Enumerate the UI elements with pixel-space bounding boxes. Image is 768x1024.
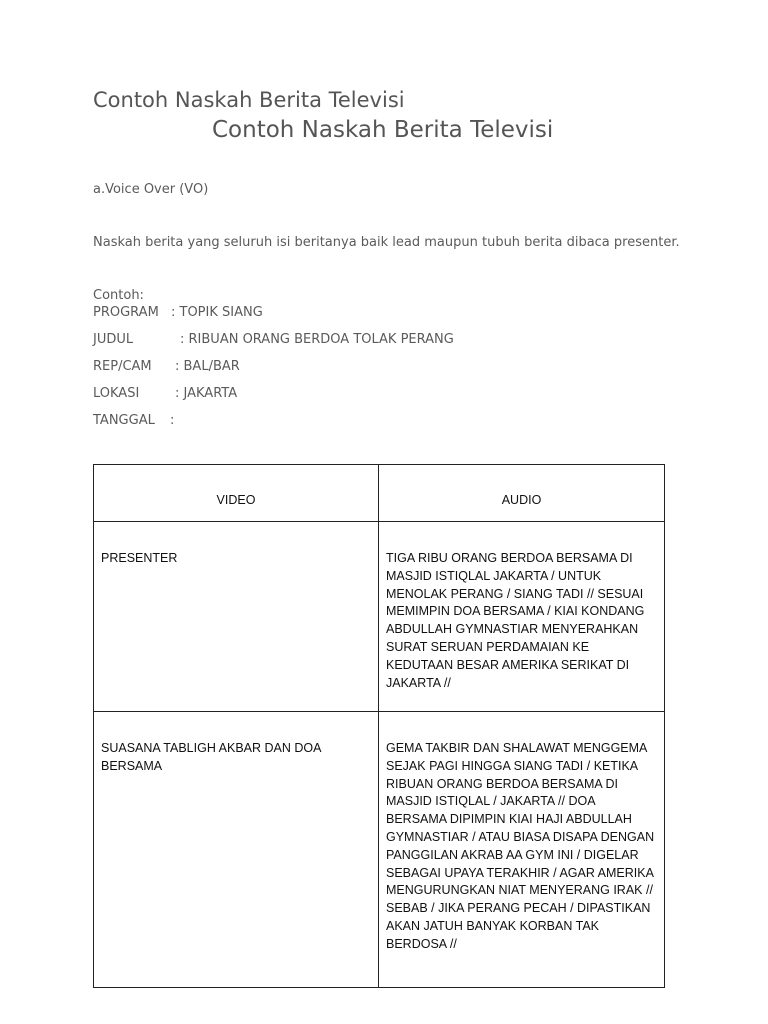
tanggal-label: TANGGAL: [93, 413, 155, 428]
program-value: : TOPIK SIANG: [171, 305, 263, 320]
audio-header: AUDIO: [501, 493, 542, 507]
table-row: [94, 712, 665, 988]
audio-header-cell: [379, 465, 665, 522]
section-heading: a.Voice Over (VO): [93, 182, 209, 197]
repcam-label: REP/CAM: [93, 359, 152, 374]
program-label: PROGRAM: [93, 305, 159, 320]
news-script-table: [93, 464, 665, 988]
table-row: [94, 522, 665, 712]
repcam-value: : BAL/BAR: [175, 359, 240, 374]
video-header-cell: [94, 465, 379, 522]
definition-text: Naskah berita yang seluruh isi beritanya baik lead maupun tubuh berita dibaca presenter.: [93, 235, 680, 250]
audio-cell: TIGA RIBU ORANG BERDOA BERSAMA DI MASJID ISTIQLAL JAKARTA / UNTUK MENOLAK PERANG / SIANG TADI // SESUAI MEMIMPIN DOA BERSAMA / KIAI KONDANG ABDULLAH GYMNASTIAR MENYERAHKAN SURAT SERUAN PERDAMAIAN KE KEDUTAAN BESAR AMERIKA SERIKAT DI JAKARTA //: [379, 522, 665, 712]
judul-label: JUDUL: [93, 332, 134, 347]
audio-cell: GEMA TAKBIR DAN SHALAWAT MENGGEMA SEJAK PAGI HINGGA SIANG TADI / KETIKA RIBUAN ORANG BERDOA BERSAMA DI MASJID ISTIQLAL / JAKARTA // DOA BERSAMA DIPIMPIN KIAI HAJI ABDULLAH GYMNASTIAR / ATAU BIASA DISAPA DENGAN PANGGILAN AKRAB AA GYM INI / DIGELAR SEBAGAI UPAYA TERAKHIR / AGAR AMERIKA MENGURUNGKAN NIAT MENYERANG IRAK // SEBAB / JIKA PERANG PECAH / DIPASTIKAN AKAN JATUH BANYAK KORBAN TAK BERDOSA //: [379, 712, 665, 988]
video-cell: SUASANA TABLIGH AKBAR DAN DOA BERSAMA: [94, 712, 379, 988]
lokasi-value: : JAKARTA: [175, 386, 238, 401]
lokasi-label: LOKASI: [93, 386, 140, 401]
document-subtitle: Contoh Naskah Berita Televisi: [212, 117, 554, 143]
video-header: VIDEO: [216, 493, 256, 507]
video-cell: PRESENTER: [94, 522, 379, 712]
document-title: Contoh Naskah Berita Televisi: [93, 88, 405, 112]
example-label: Contoh:: [93, 288, 144, 303]
judul-value: : RIBUAN ORANG BERDOA TOLAK PERANG: [180, 332, 454, 347]
tanggal-value: :: [170, 413, 175, 428]
table-header-row: [94, 465, 665, 522]
